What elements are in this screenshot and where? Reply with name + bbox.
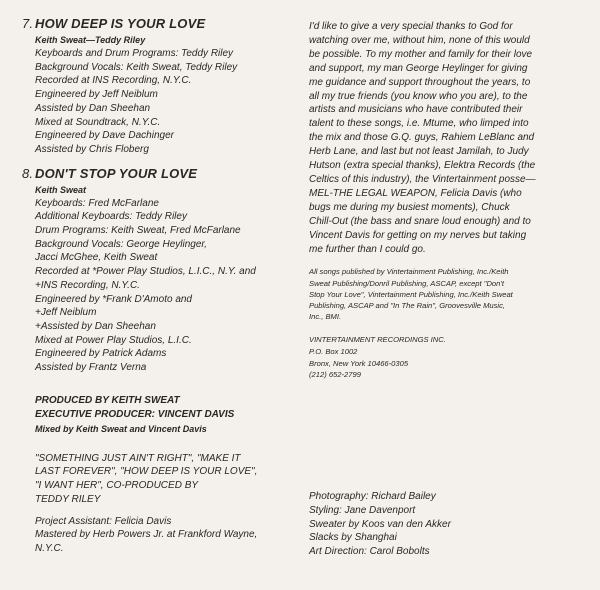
publishing-line: All songs published by Vintertainment Publishing, Inc./Keith xyxy=(309,267,509,277)
label-name: VINTERTAINMENT RECORDINGS INC. xyxy=(309,335,446,345)
credit-line: Mixed at Soundtrack, N.Y.C. xyxy=(35,116,161,128)
label-phone: (212) 652-2799 xyxy=(309,370,361,380)
thanks-line: me guidance and support throughout the years, to xyxy=(309,76,531,88)
project-credit-line: N.Y.C. xyxy=(35,542,64,554)
credit-line: Assisted by Dan Sheehan xyxy=(35,102,151,114)
right-column xyxy=(309,20,591,381)
publishing-line: Inc., BMI. xyxy=(309,312,342,322)
track-7 xyxy=(22,16,297,157)
thanks-line: Hutson (extra special thanks), Elektra Records (the xyxy=(309,160,536,172)
credit-line: Mixed at Power Play Studios, L.I.C. xyxy=(35,334,192,346)
production-credits xyxy=(35,394,297,436)
thanks-line: Celtics of this industry), the Vintertainment posse— xyxy=(309,173,536,185)
track-number: 8. xyxy=(22,165,34,181)
credit-line: Engineered by Dave Dachinger xyxy=(35,130,174,142)
track-title: DON'T STOP YOUR LOVE xyxy=(35,165,198,181)
credit-line: Jacci McGhee, Keith Sweat xyxy=(35,252,158,264)
label-city: Bronx, New York 10466-0305 xyxy=(309,358,409,368)
thanks-line: Chill-Out (the bass and snare loud enough) and to xyxy=(309,215,531,227)
thanks-paragraph xyxy=(309,20,591,256)
coproduced-line: "I WANT HER", CO-PRODUCED BY xyxy=(35,480,199,492)
producer-credit: PRODUCED BY KEITH SWEAT xyxy=(35,394,180,406)
thanks-line: bugs me during my busiest moments), Chuck xyxy=(309,201,510,213)
project-credit-line: Project Assistant: Felicia Davis xyxy=(35,515,172,527)
photo-credit-line: Photography: Richard Bailey xyxy=(309,491,436,502)
photo-credits xyxy=(309,490,591,559)
track-number: 7. xyxy=(22,16,34,31)
thanks-line: the mix and those G.Q. guys, Rahiem LeBlanc and xyxy=(309,132,535,144)
credit-line: Recorded at *Power Play Studios, L.I.C., N.Y. and xyxy=(35,266,256,278)
credit-line: Assisted by Frantz Verna xyxy=(35,362,147,374)
project-credits xyxy=(35,515,297,556)
label-po-box: P.O. Box 1002 xyxy=(309,347,358,357)
photo-credit-line: Slacks by Shanghai xyxy=(309,532,397,544)
coproduced-line: LAST FOREVER", "HOW DEEP IS YOUR LOVE", xyxy=(35,466,258,478)
track-8 xyxy=(22,166,297,375)
publishing-note xyxy=(309,266,591,322)
publishing-line: Publishing, ASCAP and "In The Rain", Groovesville Music, xyxy=(309,301,506,311)
track-writers: Keith Sweat xyxy=(35,184,87,195)
project-credit-line: Mastered by Herb Powers Jr. at Frankford Wayne, xyxy=(35,529,258,541)
left-column xyxy=(22,16,297,556)
credit-line: Drum Programs: Keith Sweat, Fred McFarlane xyxy=(35,225,241,237)
credit-line: +Assisted by Dan Sheehan xyxy=(35,320,156,332)
thanks-line: talent to these songs, i.e. Mtume, who limped into xyxy=(309,118,529,130)
credit-line: Engineered by Jeff Neiblum xyxy=(35,89,158,101)
track-writers: Keith Sweat—Teddy Riley xyxy=(35,35,146,45)
track-title-row xyxy=(22,166,297,182)
track-credits xyxy=(35,184,297,375)
thanks-line: MEL-THE LEGAL WEAPON, Felicia Davis (who xyxy=(309,187,522,199)
credit-line: Assisted by Chris Floberg xyxy=(35,143,149,155)
credit-line: Background Vocals: George Heylinger, xyxy=(35,238,207,250)
label-address xyxy=(309,334,591,380)
credit-line: Recorded at INS Recording, N.Y.C. xyxy=(35,75,192,87)
thanks-line: Herb Lane, and last but not least Jamilah, to Judy xyxy=(309,146,529,158)
thanks-line: be possible. To my mother and family for their love xyxy=(309,48,533,60)
track-title-row xyxy=(22,16,297,32)
track-credits xyxy=(35,34,297,157)
mixed-by-credit: Mixed by Keith Sweat and Vincent Davis xyxy=(35,423,207,434)
photo-credit-line: Styling: Jane Davenport xyxy=(309,504,416,516)
credit-line: +INS Recording, N.Y.C. xyxy=(35,279,140,291)
thanks-line: all my true friends (you know who you are), to the xyxy=(309,90,528,102)
publishing-line: Stop Your Love", Vintertainment Publishing, Inc./Keith Sweat xyxy=(309,289,513,299)
credit-line: Engineered by *Frank D'Amoto and xyxy=(35,293,192,305)
thanks-line: I'd like to give a very special thanks to God for xyxy=(309,21,513,32)
credit-line: +Jeff Neiblum xyxy=(35,307,97,319)
publishing-line: Sweat Publishing/Donril Publishing, ASCAP, except "Don't xyxy=(309,278,504,288)
track-title: HOW DEEP IS YOUR LOVE xyxy=(35,16,206,31)
credit-line: Additional Keyboards: Teddy Riley xyxy=(35,211,187,223)
credit-line: Background Vocals: Keith Sweat, Teddy Riley xyxy=(35,61,238,73)
coproduced-line: "SOMETHING JUST AIN'T RIGHT", "MAKE IT xyxy=(35,452,241,464)
coproduced-note xyxy=(35,452,297,507)
photo-credit-line: Art Direction: Carol Bobolts xyxy=(309,546,430,558)
thanks-line: me further than I could go. xyxy=(309,243,426,255)
photo-credit-line: Sweater by Koos van den Akker xyxy=(309,518,451,530)
credit-line: Keyboards: Fred McFarlane xyxy=(35,197,159,209)
executive-producer-credit: EXECUTIVE PRODUCER: VINCENT DAVIS xyxy=(35,408,235,420)
thanks-line: artists and musicians who have contributed their xyxy=(309,104,523,116)
thanks-line: and support, my man George Heylinger for giving xyxy=(309,62,528,74)
credit-line: Keyboards and Drum Programs: Teddy Riley xyxy=(35,48,234,59)
thanks-line: Vincent Davis for getting on my nerves but taking xyxy=(309,229,527,241)
coproduced-line: TEDDY RILEY xyxy=(35,493,101,505)
credit-line: Engineered by Patrick Adams xyxy=(35,348,167,360)
thanks-line: watching over me, without him, none of this would xyxy=(309,34,530,46)
